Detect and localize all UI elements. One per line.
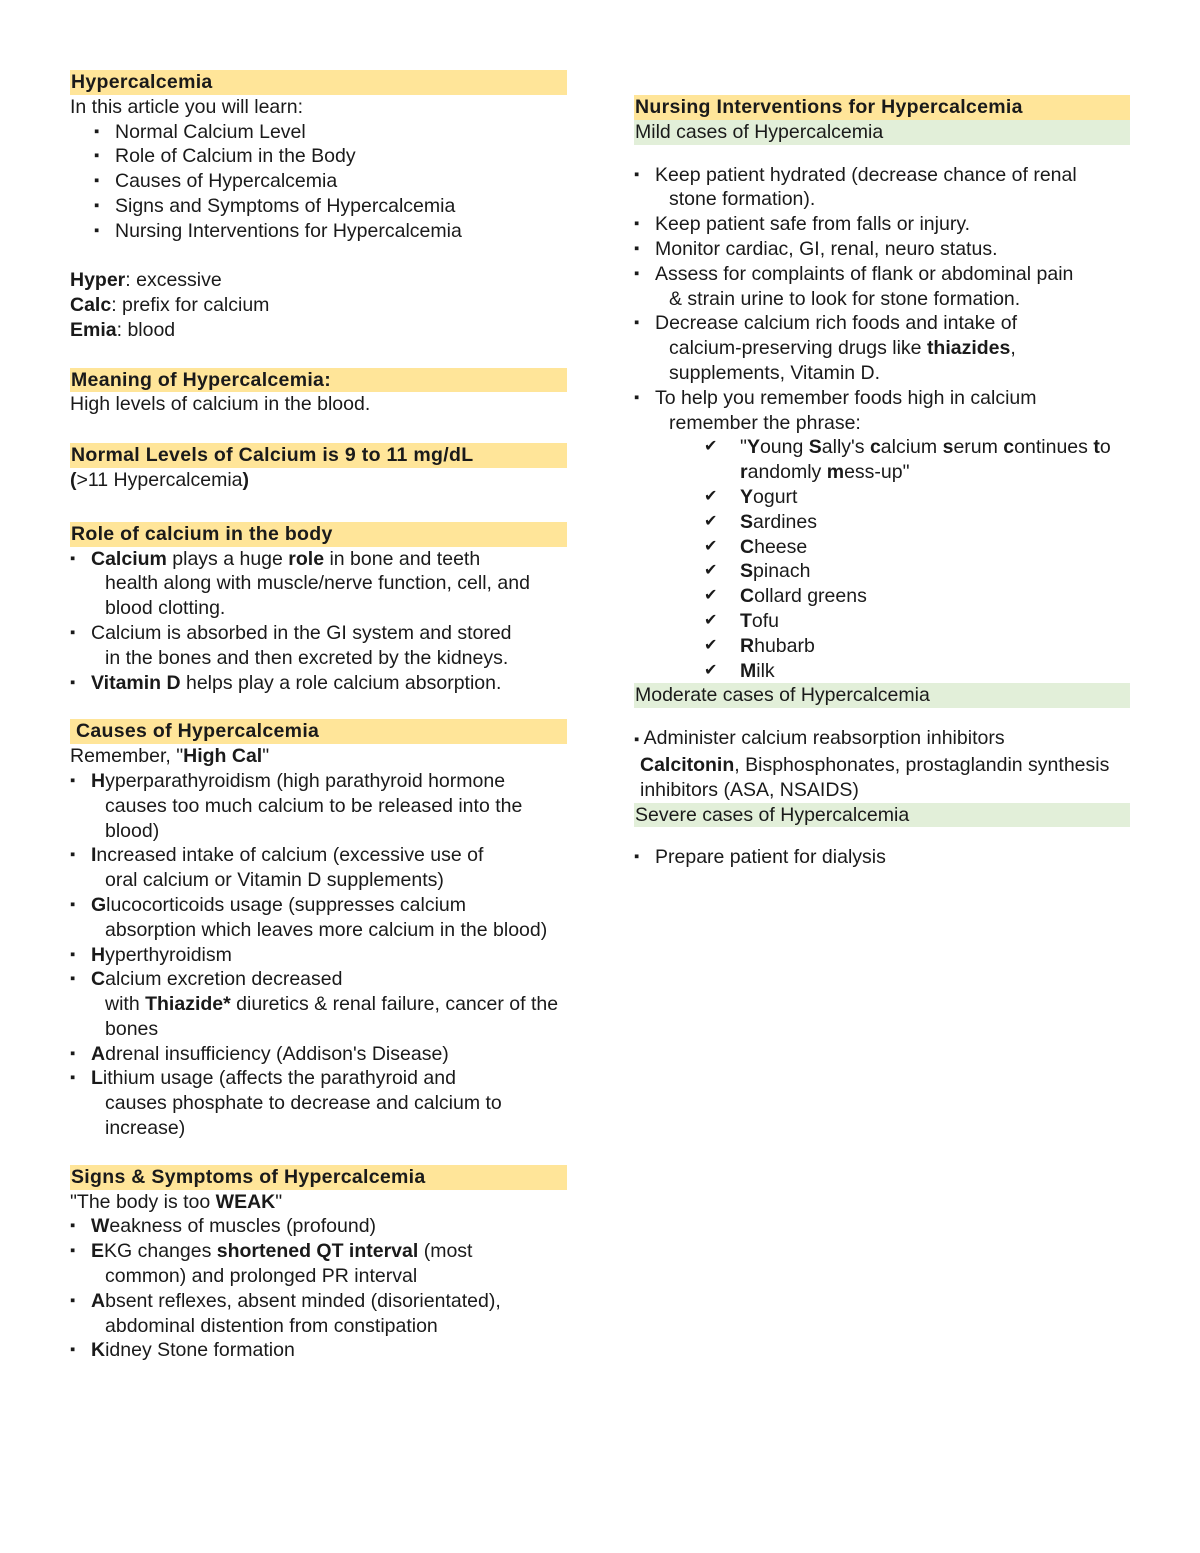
phrase-segment: t [1093,436,1100,459]
phrase-segment: ess-up" [844,461,910,484]
food-item: ✔ Rhubarb [704,634,1130,659]
intro-list [70,120,567,244]
list-item: ▪ Keep patient safe from falls or injury. [634,212,1130,237]
left-column [70,70,567,1363]
phrase-segment: S [808,436,822,459]
phrase-segment: m [826,461,845,484]
list-item: ▪ To help you remember foods high in calcium remember the phrase: [634,386,1130,436]
list-item: ▪ Monitor cardiac, GI, renal, neuro status. [634,237,1130,262]
list-item: ▪ Calcium excretion decreased with Thiazide* diuretics & renal failure, cancer of the bones [70,967,567,1041]
interventions-header: Nursing Interventions for Hypercalcemia [634,95,1130,120]
list-item: ▪ Vitamin D helps play a role calcium absorption. [70,671,567,696]
list-item: ▪ Assess for complaints of flank or abdominal pain & strain urine to look for stone formation. [634,262,1130,312]
food-item: ✔ Tofu [704,609,1130,634]
food-item: ✔ Cheese [704,535,1130,560]
phrase-segment: r [740,461,748,484]
phrase-segment: andomly [747,461,827,484]
moderate-label: Moderate cases of Hypercalcemia [634,683,1130,708]
phrase-segment: s [942,436,954,459]
intro-item: ▪ Normal Calcium Level [94,120,567,145]
list-item: ▪ Hyperparathyroidism (high parathyroid hormone causes too much calcium to be released into the blood) [70,769,567,843]
severe-label: Severe cases of Hypercalcemia [634,803,1130,828]
mnemonic-phrase [704,435,1130,485]
intro-item: ▪ Causes of Hypercalcemia [94,169,567,194]
food-item: ✔ Collard greens [704,584,1130,609]
phrase-segment: Y [746,436,760,459]
phrase-segment: ally's [821,436,870,459]
list-item: ▪ Calcium is absorbed in the GI system and stored in the bones and then excreted by the kidneys. [70,621,567,671]
moderate-item: ▪ Administer calcium reabsorption inhibitors [634,727,1005,750]
signs-list [70,1214,567,1363]
phrase-segment: oung [759,436,809,459]
list-item: ▪ Increased intake of calcium (excessive use of oral calcium or Vitamin D supplements) [70,843,567,893]
list-item: ▪ Lithium usage (affects the parathyroid and causes phosphate to decrease and calcium to increase) [70,1066,567,1140]
role-list [70,547,567,696]
causes-header: Causes of Hypercalcemia [70,719,567,744]
mild-label: Mild cases of Hypercalcemia [634,120,1130,145]
title-header: Hypercalcemia [70,70,567,95]
list-item: ▪ Absent reflexes, absent minded (disorientated), abdominal distention from constipation [70,1289,567,1339]
list-item: ▪ Kidney Stone formation [70,1338,567,1363]
calcium-foods-list [634,435,1130,683]
normal-levels-text: (>11 Hypercalcemia) [70,468,250,491]
phrase-segment: c [1003,436,1015,459]
list-item: ▪ Keep patient hydrated (decrease chance of renal stone formation). [634,163,1130,213]
meaning-text: High levels of calcium in the blood. [70,393,371,416]
list-item: ▪ Glucocorticoids usage (suppresses calcium absorption which leaves more calcium in the blood) [70,893,567,943]
term-emia: Emia: blood [70,318,176,341]
phrase-segment: o [1099,436,1111,459]
list-item: ▪ Hyperthyroidism [70,943,567,968]
meaning-header: Meaning of Hypercalcemia: [70,368,567,393]
food-item: ✔ Sardines [704,510,1130,535]
severe-list [634,845,1130,870]
phrase-segment: alcium [880,436,943,459]
food-item: ✔ Milk [704,659,1130,684]
list-item: ▪ Prepare patient for dialysis [634,845,1130,870]
moderate-drugs: Calcitonin, Bisphosphonates, prostaglandin synthesis inhibitors (ASA, NSAIDS) [640,753,1110,801]
intro-item: ▪ Nursing Interventions for Hypercalcemia [94,219,567,244]
food-item: ✔ Yogurt [704,485,1130,510]
list-item: ▪ Weakness of muscles (profound) [70,1214,567,1239]
right-column [634,95,1130,870]
phrase-segment: erum [953,436,1004,459]
term-hyper: Hyper: excessive [70,269,222,292]
intro-item: ▪ Signs and Symptoms of Hypercalcemia [94,194,567,219]
causes-remember: Remember, "High Cal" [70,745,270,768]
phrase-segment: " [740,436,747,459]
role-header: Role of calcium in the body [70,522,567,547]
list-item: ▪ Decrease calcium rich foods and intake of calcium-preserving drugs like thiazides, supplements, Vitamin D. [634,311,1130,385]
phrase-segment: c [869,436,881,459]
mild-list [634,163,1130,436]
list-item: ▪ Calcium plays a huge role in bone and teeth health along with muscle/nerve function, cell, and blood clotting. [70,547,567,621]
food-item: ✔ Spinach [704,559,1130,584]
term-calc: Calc: prefix for calcium [70,294,270,317]
signs-weak: "The body is too WEAK" [70,1190,283,1213]
intro-item: ▪ Role of Calcium in the Body [94,144,567,169]
signs-header: Signs & Symptoms of Hypercalcemia [70,1165,567,1190]
list-item: ▪ Adrenal insufficiency (Addison's Disease) [70,1042,567,1067]
intro-label: In this article you will learn: [70,95,304,118]
phrase-segment: ontinues [1014,436,1094,459]
list-item: ▪ EKG changes shortened QT interval (most common) and prolonged PR interval [70,1239,567,1289]
normal-levels-header: Normal Levels of Calcium is 9 to 11 mg/dL [70,443,567,468]
causes-list [70,769,567,1141]
